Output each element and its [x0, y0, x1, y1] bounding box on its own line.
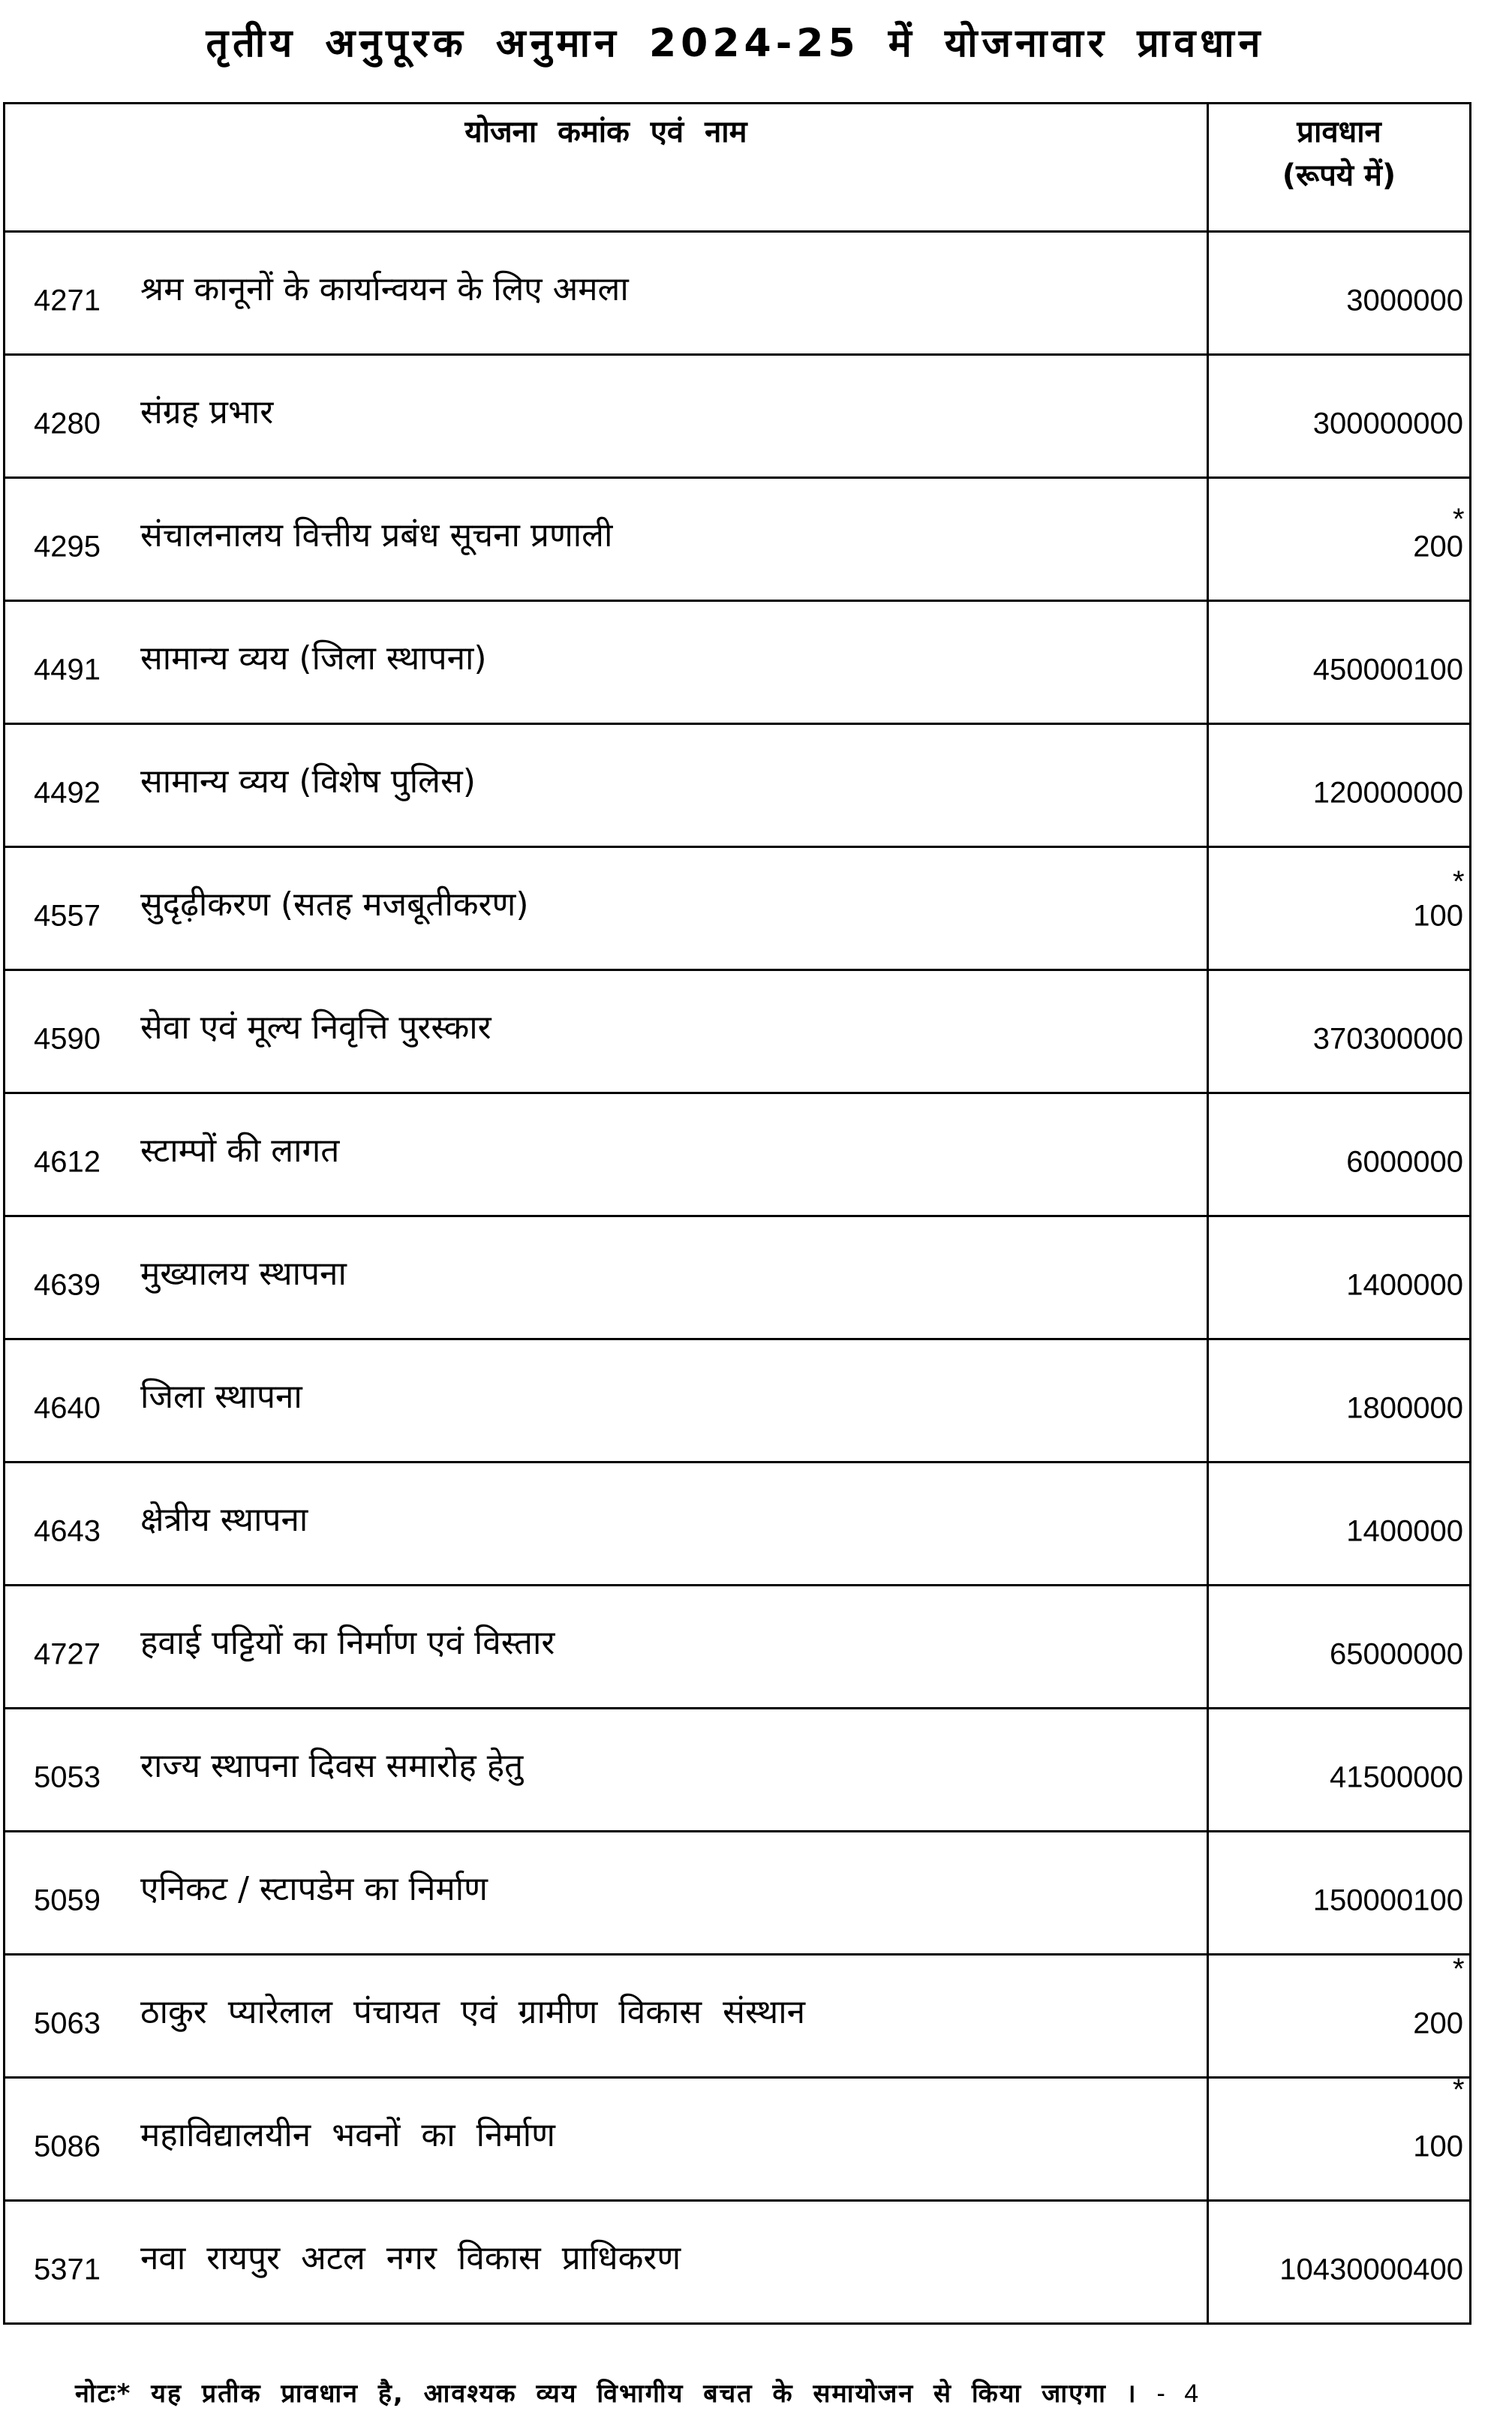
- provision-amount: 100: [1413, 899, 1463, 932]
- amount-cell: [1208, 1339, 1471, 1463]
- scheme-name: महाविद्यालयीन भवनों का निर्माण: [140, 2115, 555, 2154]
- scheme-cell: [5, 970, 1208, 1093]
- scheme-cell: [5, 1093, 1208, 1216]
- table-row: [5, 1709, 1471, 1832]
- amount-cell: [1208, 1955, 1471, 2078]
- scheme-cell: [5, 1586, 1208, 1709]
- table-row: [5, 1955, 1471, 2078]
- scheme-code: 4639: [34, 1268, 101, 1301]
- footer-note-text: नोटः* यह प्रतीक प्रावधान है, आवश्यक व्यय विभागीय बचत के समायोजन से किया जाएगा ।: [75, 2379, 1138, 2409]
- scheme-name: सेवा एवं मूल्य निवृत्ति पुरस्कार: [140, 1008, 491, 1047]
- amount-cell: [1208, 2078, 1471, 2201]
- scheme-name: एनिकट / स्टापडेम का निर्माण: [140, 1869, 488, 1908]
- scheme-code: 5371: [34, 2253, 101, 2286]
- scheme-cell: [5, 847, 1208, 970]
- amount-cell: [1208, 478, 1471, 601]
- scheme-name: नवा रायपुर अटल नगर विकास प्राधिकरण: [140, 2238, 681, 2277]
- table-row: [5, 1339, 1471, 1463]
- amount-cell: [1208, 1093, 1471, 1216]
- scheme-cell: [5, 1832, 1208, 1955]
- scheme-code: 4557: [34, 899, 101, 932]
- symbolic-provision-mark: *: [1453, 865, 1465, 898]
- amount-cell: [1208, 1216, 1471, 1339]
- scheme-code: 5053: [34, 1760, 101, 1793]
- scheme-code: 4492: [34, 776, 101, 809]
- header-amount: [1208, 104, 1471, 232]
- provision-amount: 41500000: [1330, 1760, 1463, 1793]
- provision-amount: 300000000: [1312, 407, 1463, 440]
- scheme-name: सामान्य व्यय (विशेष पुलिस): [140, 762, 476, 801]
- amount-cell: [1208, 601, 1471, 724]
- symbolic-provision-mark: *: [1453, 2073, 1465, 2106]
- table-row: [5, 232, 1471, 355]
- scheme-code: 5059: [34, 1883, 101, 1916]
- header-scheme: योजना कमांक एवं नाम: [5, 104, 1208, 232]
- scheme-code: 5086: [34, 2130, 101, 2163]
- provision-amount: 1400000: [1346, 1268, 1463, 1301]
- provision-amount: 1800000: [1346, 1391, 1463, 1424]
- scheme-code: 4612: [34, 1145, 101, 1178]
- scheme-code: 4491: [34, 653, 101, 686]
- provision-amount: 370300000: [1312, 1022, 1463, 1055]
- scheme-code: 4271: [34, 284, 101, 317]
- table-row: [5, 847, 1471, 970]
- provision-amount: 200: [1413, 2007, 1463, 2040]
- table-row: [5, 2201, 1471, 2324]
- table-row: [5, 2078, 1471, 2201]
- table-row: [5, 1586, 1471, 1709]
- scheme-code: 4280: [34, 407, 101, 440]
- table-row: [5, 478, 1471, 601]
- table-header-row: [5, 104, 1471, 232]
- amount-cell: [1208, 1586, 1471, 1709]
- scheme-name: सामान्य व्यय (जिला स्थापना): [140, 639, 487, 678]
- scheme-name: संग्रह प्रभार: [140, 392, 274, 431]
- provision-amount: 10430000400: [1279, 2253, 1463, 2286]
- amount-cell: [1208, 724, 1471, 847]
- provision-amount: 6000000: [1346, 1145, 1463, 1178]
- scheme-cell: [5, 1955, 1208, 2078]
- provision-amount: 120000000: [1312, 776, 1463, 809]
- scheme-cell: [5, 355, 1208, 478]
- scheme-name: जिला स्थापना: [140, 1377, 302, 1416]
- amount-cell: [1208, 847, 1471, 970]
- scheme-name: ठाकुर प्यारेलाल पंचायत एवं ग्रामीण विकास संस्थान: [140, 1992, 806, 2031]
- amount-cell: [1208, 2201, 1471, 2324]
- header-amount-line2: (रूपये में): [1282, 158, 1396, 193]
- header-amount-line1: प्रावधान: [1297, 115, 1381, 149]
- table-row: [5, 970, 1471, 1093]
- table-row: [5, 1093, 1471, 1216]
- scheme-name: संचालनालय वित्तीय प्रबंध सूचना प्रणाली: [140, 516, 613, 555]
- scheme-cell: [5, 1339, 1208, 1463]
- provision-amount: 200: [1413, 530, 1463, 563]
- footer-note: [75, 2375, 1200, 2409]
- provision-amount: 450000100: [1312, 653, 1463, 686]
- amount-cell: [1208, 1832, 1471, 1955]
- amount-cell: [1208, 1709, 1471, 1832]
- provision-amount: 150000100: [1312, 1883, 1463, 1916]
- provision-amount: 1400000: [1346, 1514, 1463, 1547]
- scheme-cell: [5, 478, 1208, 601]
- scheme-name: राज्य स्थापना दिवस समारोह हेतु: [140, 1746, 524, 1785]
- symbolic-provision-mark: *: [1453, 1953, 1465, 1986]
- scheme-cell: [5, 601, 1208, 724]
- scheme-cell: [5, 2201, 1208, 2324]
- amount-cell: [1208, 1463, 1471, 1586]
- scheme-provision-table: [3, 102, 1471, 2325]
- scheme-cell: [5, 724, 1208, 847]
- scheme-name: मुख्यालय स्थापना: [140, 1254, 347, 1293]
- table-row: [5, 724, 1471, 847]
- table-row: [5, 355, 1471, 478]
- provision-amount: 65000000: [1330, 1637, 1463, 1670]
- scheme-cell: [5, 2078, 1208, 2201]
- scheme-code: 4643: [34, 1514, 101, 1547]
- table-row: [5, 1216, 1471, 1339]
- scheme-cell: [5, 1709, 1208, 1832]
- scheme-code: 4727: [34, 1637, 101, 1670]
- provision-amount: 3000000: [1346, 284, 1463, 317]
- page-title: तृतीय अनुपूरक अनुमान 2024-25 में योजनावार प्रावधान: [206, 21, 1265, 66]
- scheme-name: श्रम कानूनों के कार्यान्वयन के लिए अमला: [140, 269, 629, 308]
- table-body: [5, 232, 1471, 2324]
- scheme-name: सुदृढ़ीकरण (सतह मजबूतीकरण): [140, 885, 529, 924]
- amount-cell: [1208, 232, 1471, 355]
- scheme-code: 4640: [34, 1391, 101, 1424]
- table-row: [5, 1832, 1471, 1955]
- table-row: [5, 601, 1471, 724]
- symbolic-provision-mark: *: [1453, 503, 1465, 536]
- scheme-cell: [5, 1463, 1208, 1586]
- scheme-name: स्टाम्पों की लागत: [140, 1131, 340, 1170]
- amount-cell: [1208, 355, 1471, 478]
- provision-amount: 100: [1413, 2130, 1463, 2163]
- scheme-cell: [5, 232, 1208, 355]
- amount-cell: [1208, 970, 1471, 1093]
- scheme-code: 4295: [34, 530, 101, 563]
- scheme-code: 5063: [34, 2007, 101, 2040]
- table-row: [5, 1463, 1471, 1586]
- scheme-name: हवाई पट्टियों का निर्माण एवं विस्तार: [140, 1623, 555, 1662]
- scheme-code: 4590: [34, 1022, 101, 1055]
- page-number: - 4: [1156, 2379, 1201, 2408]
- scheme-name: क्षेत्रीय स्थापना: [140, 1500, 308, 1539]
- scheme-cell: [5, 1216, 1208, 1339]
